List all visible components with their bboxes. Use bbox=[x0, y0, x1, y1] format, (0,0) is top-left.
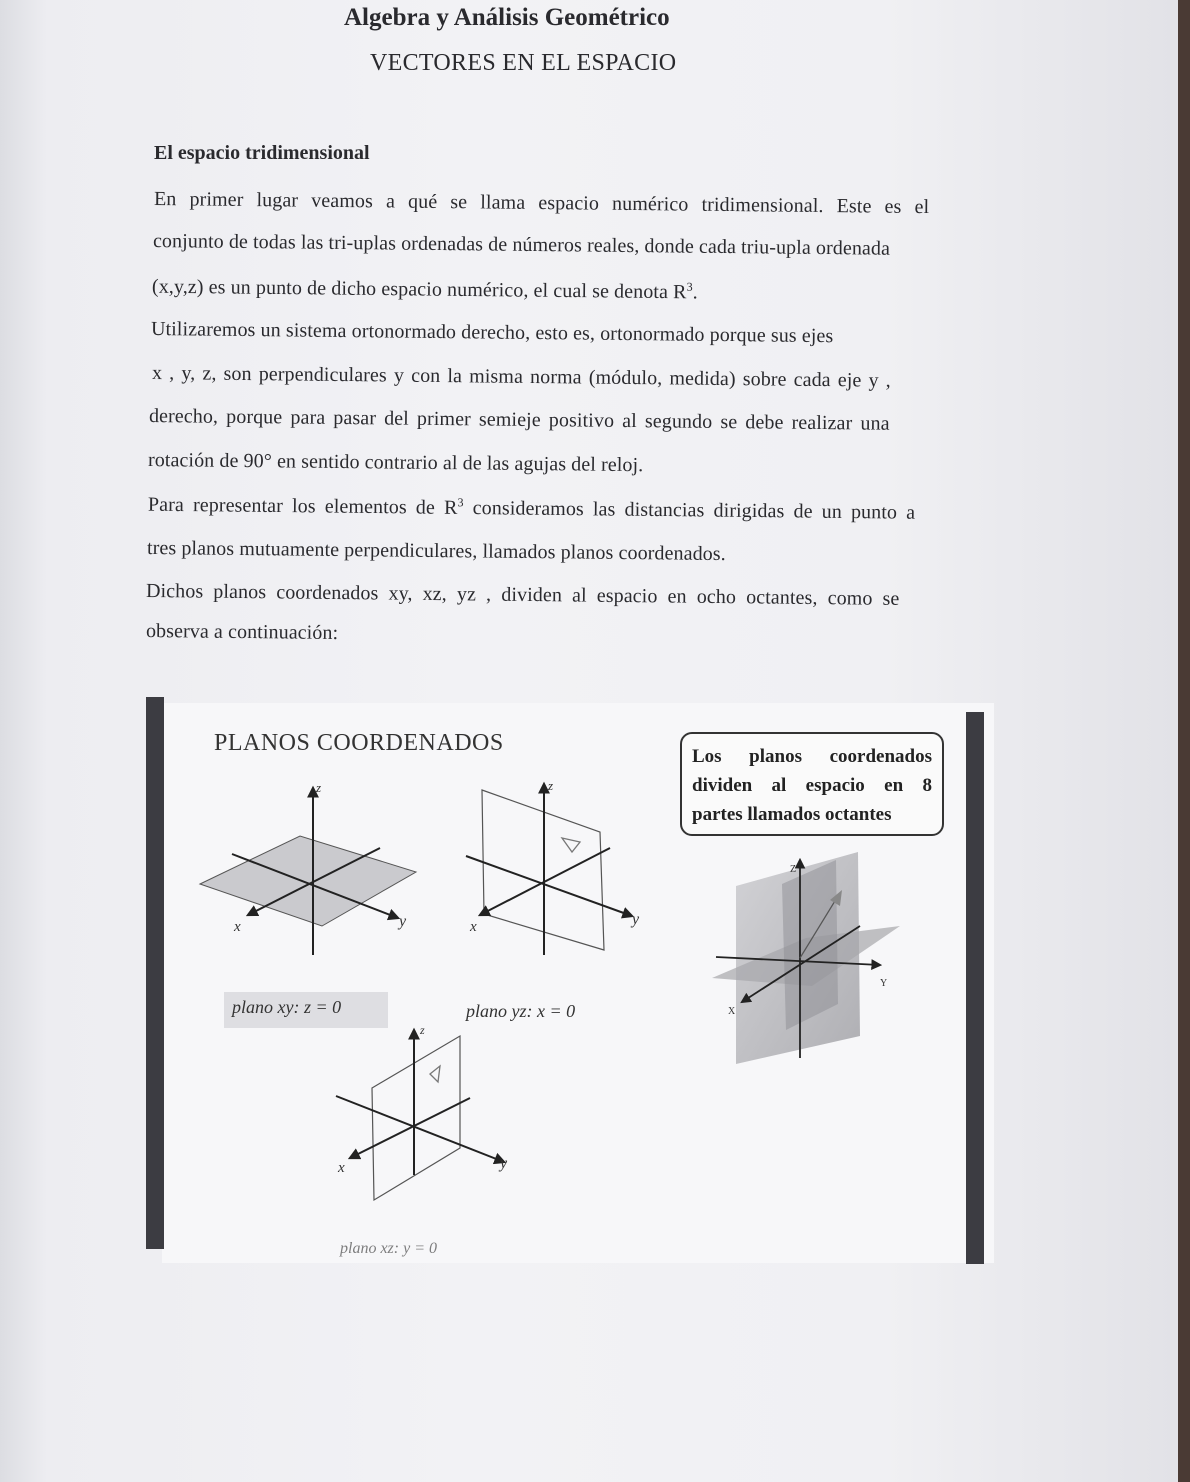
paragraph-line-10: Dichos planos coordenados xy, xz, yz , dividen al espacio en ocho octantes, como se bbox=[145, 580, 900, 610]
xy-plane-diagram bbox=[200, 780, 416, 955]
yz-plane-diagram bbox=[466, 778, 640, 955]
paragraph-line-5: x , y, z, son perpendiculares y con la misma norma (módulo, medida) sobre cada eje y , bbox=[151, 362, 891, 392]
paragraph-line-2: conjunto de todas las tri-uplas ordenadas de números reales, donde cada triu-upla ordenada bbox=[152, 230, 891, 260]
y-label-1: y bbox=[399, 913, 407, 930]
paragraph-line-3: (x,y,z) es un punto de dicho espacio numérico, el cual se denota $R^3$. bbox=[151, 275, 698, 304]
caption-plane-xy: plano xy: z = 0 bbox=[232, 997, 342, 1017]
y-label-3: y bbox=[500, 1155, 508, 1172]
section-heading: El espacio tridimensional bbox=[154, 142, 370, 164]
x-label-4: X bbox=[728, 1006, 736, 1017]
plane-marker-2 bbox=[562, 838, 580, 852]
paragraph-line-6: derecho, porque para pasar del primer semieje positivo al segundo se debe realizar una bbox=[148, 405, 890, 435]
caption-plane-yz: plano yz: x = 0 bbox=[466, 1001, 576, 1021]
y-axis-2 bbox=[466, 856, 632, 916]
x-label-3: x bbox=[338, 1160, 345, 1176]
paragraph-line-4: Utilizaremos un sistema ortonormado derecho, esto es, ortonormado porque sus ejes bbox=[150, 318, 834, 348]
document-subtitle: VECTORES EN EL ESPACIO bbox=[370, 50, 677, 76]
x-axis-3 bbox=[350, 1098, 470, 1158]
xz-plane-diagram bbox=[336, 1023, 508, 1200]
paragraph-line-9: tres planos mutuamente perpendiculares, llamados planos coordenados. bbox=[146, 537, 726, 566]
octants-diagram bbox=[712, 852, 900, 1064]
callout-line-2: dividen al espacio en 8 bbox=[692, 775, 932, 796]
figure-title: PLANOS COORDENADOS bbox=[214, 730, 504, 756]
paragraph-line-8: Para representar los elementos de $R^3$ consideramos las distancias dirigidas de un punto a bbox=[147, 493, 916, 524]
z-label-4: Z bbox=[790, 864, 797, 875]
plane-marker-3 bbox=[430, 1066, 440, 1082]
y-label-2: y bbox=[632, 911, 640, 928]
callout-line-3: partes llamados octantes bbox=[692, 804, 892, 825]
x-label-1: x bbox=[234, 919, 241, 935]
paragraph-line-11: observa a continuación: bbox=[145, 620, 339, 645]
paragraph-line-7: rotación de 90° en sentido contrario al de las agujas del reloj. bbox=[147, 449, 644, 477]
x-label-2: x bbox=[470, 919, 477, 935]
z-label-2: z bbox=[548, 778, 554, 793]
y-label-4: Y bbox=[880, 978, 888, 989]
callout-line-1: Los planos coordenados bbox=[692, 746, 932, 767]
caption-plane-xz: plano xz: y = 0 bbox=[340, 1240, 437, 1257]
z-label-3: z bbox=[420, 1023, 425, 1037]
xz-plane-shape bbox=[372, 1036, 460, 1200]
paragraph-line-1: En primer lugar veamos a qué se llama espacio numérico tridimensional. Este es el bbox=[153, 188, 930, 219]
document-title: Algebra y Análisis Geométrico bbox=[344, 4, 670, 31]
z-label-1: z bbox=[316, 780, 322, 795]
